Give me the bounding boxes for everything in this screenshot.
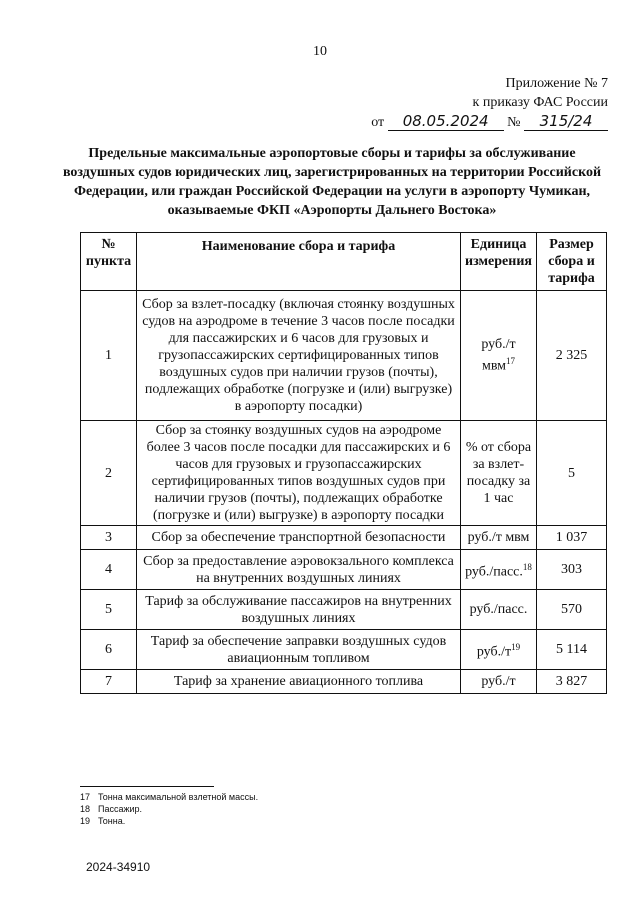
page-number: 10 — [313, 44, 327, 59]
tariff-table — [80, 232, 607, 694]
cell-num: 2 — [81, 421, 137, 526]
header-size: Размер сбора и тарифа — [537, 233, 607, 291]
footnotes — [80, 791, 258, 827]
cell-unit — [461, 291, 537, 421]
footnote-number: 17 — [80, 792, 91, 802]
unit-text: % от сбора за взлет-посадку за 1 час — [465, 440, 532, 506]
appendix-title: Приложение № 7 — [505, 76, 608, 91]
footnote-text: Тонна максимальной взлетной массы. — [98, 792, 259, 802]
unit-text: руб./т мвм — [467, 530, 530, 545]
cell-size: 5 114 — [537, 630, 607, 670]
cell-name: Тариф за хранение авиационного топлива — [137, 670, 461, 694]
unit-text: руб./пасс. — [465, 564, 523, 580]
footnote-number: 18 — [80, 804, 91, 814]
appendix-order-ref: к приказу ФАС России — [472, 95, 608, 110]
order-date: 08.05.2024 — [388, 112, 504, 131]
footnote-ref: 18 — [522, 561, 532, 572]
footnote-text: Пассажир. — [98, 804, 143, 814]
cell-num: 4 — [81, 550, 137, 590]
from-label: от — [371, 115, 385, 130]
order-date-number — [371, 112, 608, 131]
number-label: № — [507, 115, 521, 130]
cell-unit — [461, 550, 537, 590]
cell-unit — [461, 526, 537, 550]
document-code: 2024-34910 — [86, 860, 151, 874]
table-row — [81, 590, 607, 630]
unit-text: руб./т — [481, 674, 516, 689]
cell-name: Тариф за обслуживание пассажиров на внутренних воздушных линиях — [137, 590, 461, 630]
cell-num: 3 — [81, 526, 137, 550]
table-row — [81, 630, 607, 670]
cell-unit — [461, 421, 537, 526]
table-row — [81, 550, 607, 590]
footnote — [80, 815, 258, 827]
cell-unit — [461, 670, 537, 694]
cell-num: 7 — [81, 670, 137, 694]
appendix-header — [473, 74, 608, 112]
table-row — [81, 421, 607, 526]
cell-num: 1 — [81, 291, 137, 421]
header-name: Наименование сбора и тарифа — [137, 233, 461, 291]
document-title: Предельные максимальные аэропортовые сборы и тарифы за обслуживание воздушных судов юридических лиц, зарегистрированных на территории Российской Федерации, или граждан Российской Федерации на услуги в аэропорту Чумикан, оказываемые ФКП «Аэропорты Дальнего Востока» — [62, 146, 602, 218]
cell-unit — [461, 630, 537, 670]
footnote — [80, 803, 258, 815]
footnote-text: Тонна. — [98, 816, 126, 826]
order-number: 315/24 — [524, 112, 608, 131]
footnote-number: 19 — [80, 816, 91, 826]
cell-num: 6 — [81, 630, 137, 670]
cell-size: 2 325 — [537, 291, 607, 421]
unit-text: руб./т мвм — [481, 337, 516, 374]
cell-size: 303 — [537, 550, 607, 590]
table-row — [81, 291, 607, 421]
header-num: № пункта — [81, 233, 137, 291]
cell-size: 570 — [537, 590, 607, 630]
footnote-divider — [80, 786, 214, 787]
unit-text: руб./пасс. — [469, 602, 528, 617]
cell-name: Сбор за стоянку воздушных судов на аэродроме более 3 часов после посадки для пассажирских и 6 часов для грузовых и грузопассажирских сертифицированных типов воздушных судов при наличии грузов (почты), подлежащих обработке (погрузке и (или) выгрузке) в аэропорту посадки — [137, 421, 461, 526]
cell-name: Тариф за обеспечение заправки воздушных судов авиационным топливом — [137, 630, 461, 670]
table-row — [81, 670, 607, 694]
cell-name: Сбор за предоставление аэровокзального комплекса на внутренних воздушных линиях — [137, 550, 461, 590]
cell-unit — [461, 590, 537, 630]
footnote-ref: 17 — [506, 356, 516, 367]
table-header-row — [81, 233, 607, 291]
cell-name: Сбор за обеспечение транспортной безопасности — [137, 526, 461, 550]
cell-name: Сбор за взлет-посадку (включая стоянку воздушных судов на аэродроме в течение 3 часов после посадки для пассажирских и 6 часов для грузовых и грузопассажирских сертифицированных типов воздушных судов при наличии грузов (почты), подлежащих обработке (погрузке и (или) выгрузке) в аэропорту посадки) — [137, 291, 461, 421]
cell-size: 3 827 — [537, 670, 607, 694]
cell-num: 5 — [81, 590, 137, 630]
cell-size: 5 — [537, 421, 607, 526]
footnote-ref: 19 — [511, 641, 521, 652]
table-row — [81, 526, 607, 550]
footnote — [80, 791, 258, 803]
header-unit: Единица измерения — [461, 233, 537, 291]
cell-size: 1 037 — [537, 526, 607, 550]
unit-text: руб./т — [476, 644, 512, 660]
